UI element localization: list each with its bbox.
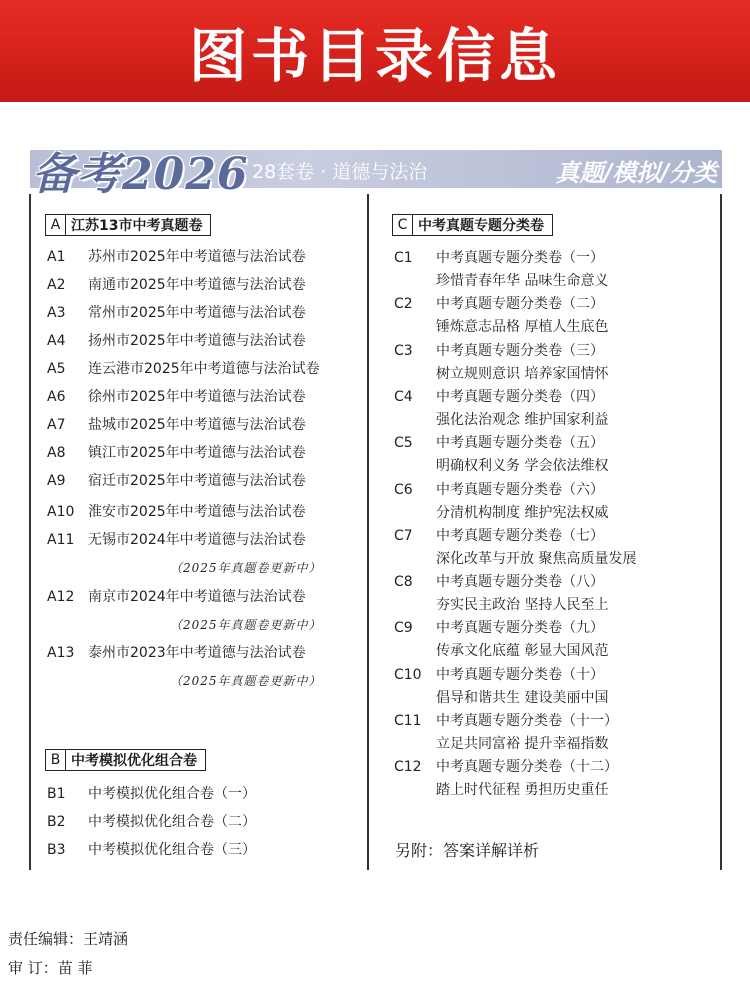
item-subtitle: 分清机构制度 维护宪法权威 xyxy=(436,505,609,521)
section-b-heading xyxy=(45,749,206,771)
item-code: A4 xyxy=(47,333,66,349)
table-row xyxy=(47,332,357,350)
item-subtitle: 传承文化底蕴 彰显大国风范 xyxy=(436,643,609,659)
update-note: （2025年真题卷更新中） xyxy=(170,561,322,575)
item-code: C6 xyxy=(394,482,413,498)
column-divider-left xyxy=(29,194,31,870)
item-title: 无锡市2024年中考道德与法治试卷 xyxy=(88,532,306,548)
section-a-heading xyxy=(45,214,211,236)
section-a-title: 江苏13市中考真题卷 xyxy=(71,218,203,234)
item-title: 中考真题专题分类卷（三） xyxy=(436,343,604,359)
item-code: A5 xyxy=(47,361,66,377)
table-row xyxy=(394,758,714,776)
column-divider-middle xyxy=(367,194,369,870)
item-title: 盐城市2025年中考道德与法治试卷 xyxy=(88,417,306,433)
item-code: A8 xyxy=(47,445,66,461)
item-code: A6 xyxy=(47,389,66,405)
header-year-title: 备考2026 xyxy=(32,149,249,200)
table-row xyxy=(47,813,357,831)
item-code: A10 xyxy=(47,504,75,520)
table-row xyxy=(47,644,357,662)
section-c-heading xyxy=(392,214,553,236)
table-row xyxy=(47,416,357,434)
item-title: 常州市2025年中考道德与法治试卷 xyxy=(88,305,306,321)
item-code: B1 xyxy=(47,786,66,802)
item-title: 徐州市2025年中考道德与法治试卷 xyxy=(88,389,306,405)
item-title: 镇江市2025年中考道德与法治试卷 xyxy=(88,445,306,461)
item-title: 中考真题专题分类卷（四） xyxy=(436,389,604,405)
table-row xyxy=(394,619,714,637)
item-subtitle: 珍惜青春年华 品味生命意义 xyxy=(436,273,609,289)
table-row xyxy=(47,531,357,549)
item-title: 中考真题专题分类卷（七） xyxy=(436,528,604,544)
table-row xyxy=(47,248,357,266)
item-title: 淮安市2025年中考道德与法治试卷 xyxy=(88,504,306,520)
item-code: A7 xyxy=(47,417,66,433)
item-code: C5 xyxy=(394,435,413,451)
item-title: 宿迁市2025年中考道德与法治试卷 xyxy=(88,473,306,489)
section-b-letter: B xyxy=(46,750,66,770)
column-divider-right xyxy=(720,194,722,870)
header-tagline: 真题/模拟/分类 xyxy=(555,158,717,187)
item-title: 中考真题专题分类卷（六） xyxy=(436,482,604,498)
item-title: 中考真题专题分类卷（九） xyxy=(436,620,604,636)
table-row xyxy=(47,388,357,406)
table-row xyxy=(47,444,357,462)
item-title: 南京市2024年中考道德与法治试卷 xyxy=(88,589,306,605)
item-title: 中考真题专题分类卷（十二） xyxy=(436,759,618,775)
item-code: A11 xyxy=(47,532,75,548)
item-code: C7 xyxy=(394,528,413,544)
item-code: A3 xyxy=(47,305,66,321)
item-subtitle: 强化法治观念 维护国家利益 xyxy=(436,412,609,428)
appendix-note: 另附：答案详解详析 xyxy=(395,841,540,860)
item-title: 泰州市2023年中考道德与法治试卷 xyxy=(88,645,306,661)
item-title: 苏州市2025年中考道德与法治试卷 xyxy=(88,249,306,265)
item-code: C11 xyxy=(394,713,422,729)
item-subtitle: 树立规则意识 培养家国情怀 xyxy=(436,366,609,382)
item-title: 中考真题专题分类卷（一） xyxy=(436,250,604,266)
title-banner xyxy=(0,0,750,102)
item-code: C4 xyxy=(394,389,413,405)
section-c-letter: C xyxy=(393,215,413,235)
item-code: C10 xyxy=(394,667,422,683)
table-row xyxy=(394,712,714,730)
table-row xyxy=(394,666,714,684)
table-row xyxy=(47,785,357,803)
update-note: （2025年真题卷更新中） xyxy=(170,674,322,688)
section-b-title: 中考模拟优化组合卷 xyxy=(71,753,197,769)
item-subtitle: 明确权利义务 学会依法维权 xyxy=(436,458,609,474)
item-title: 中考模拟优化组合卷（一） xyxy=(88,786,256,802)
table-row xyxy=(394,388,714,406)
editor-credit: 责任编辑：王靖涵 xyxy=(8,930,129,948)
item-code: C1 xyxy=(394,250,413,266)
table-row xyxy=(47,472,357,490)
item-code: A13 xyxy=(47,645,75,661)
section-a-letter: A xyxy=(46,215,66,235)
item-subtitle: 锤炼意志品格 厚植人生底色 xyxy=(436,319,609,335)
item-title: 南通市2025年中考道德与法治试卷 xyxy=(88,277,306,293)
item-subtitle: 夯实民主政治 坚持人民至上 xyxy=(436,597,609,613)
table-row xyxy=(394,249,714,267)
item-subtitle: 立足共同富裕 提升幸福指数 xyxy=(436,736,609,752)
item-code: C2 xyxy=(394,296,413,312)
table-row xyxy=(47,588,357,606)
item-title: 中考真题专题分类卷（十） xyxy=(436,667,604,683)
table-row xyxy=(394,295,714,313)
item-title: 中考模拟优化组合卷（三） xyxy=(88,842,256,858)
item-title: 中考模拟优化组合卷（二） xyxy=(88,814,256,830)
table-row xyxy=(394,434,714,452)
item-code: C3 xyxy=(394,343,413,359)
banner-title: 图书目录信息 xyxy=(188,22,561,90)
item-title: 中考真题专题分类卷（八） xyxy=(436,574,604,590)
item-code: A1 xyxy=(47,249,66,265)
table-row xyxy=(47,503,357,521)
table-row xyxy=(47,360,357,378)
header-subject: 28套卷 · 道德与法治 xyxy=(252,161,428,183)
table-row xyxy=(394,527,714,545)
item-subtitle: 踏上时代征程 勇担历史重任 xyxy=(436,782,609,798)
table-row xyxy=(47,304,357,322)
table-row xyxy=(394,573,714,591)
item-code: B3 xyxy=(47,842,66,858)
item-code: A9 xyxy=(47,473,66,489)
update-note: （2025年真题卷更新中） xyxy=(170,618,322,632)
item-title: 中考真题专题分类卷（二） xyxy=(436,296,604,312)
item-code: C12 xyxy=(394,759,422,775)
item-subtitle: 深化改革与开放 聚焦高质量发展 xyxy=(436,551,637,567)
item-code: C9 xyxy=(394,620,413,636)
table-row xyxy=(394,342,714,360)
item-subtitle: 倡导和谐共生 建设美丽中国 xyxy=(436,690,609,706)
table-row xyxy=(394,481,714,499)
item-title: 中考真题专题分类卷（十一） xyxy=(436,713,618,729)
item-title: 中考真题专题分类卷（五） xyxy=(436,435,604,451)
item-code: C8 xyxy=(394,574,413,590)
item-code: A2 xyxy=(47,277,66,293)
table-row xyxy=(47,276,357,294)
item-title: 扬州市2025年中考道德与法治试卷 xyxy=(88,333,306,349)
item-code: A12 xyxy=(47,589,75,605)
table-row xyxy=(47,841,357,859)
section-c-title: 中考真题专题分类卷 xyxy=(418,218,544,234)
item-title: 连云港市2025年中考道德与法治试卷 xyxy=(88,361,320,377)
reviewer-credit: 审 订：苗 菲 xyxy=(8,959,93,977)
item-code: B2 xyxy=(47,814,66,830)
